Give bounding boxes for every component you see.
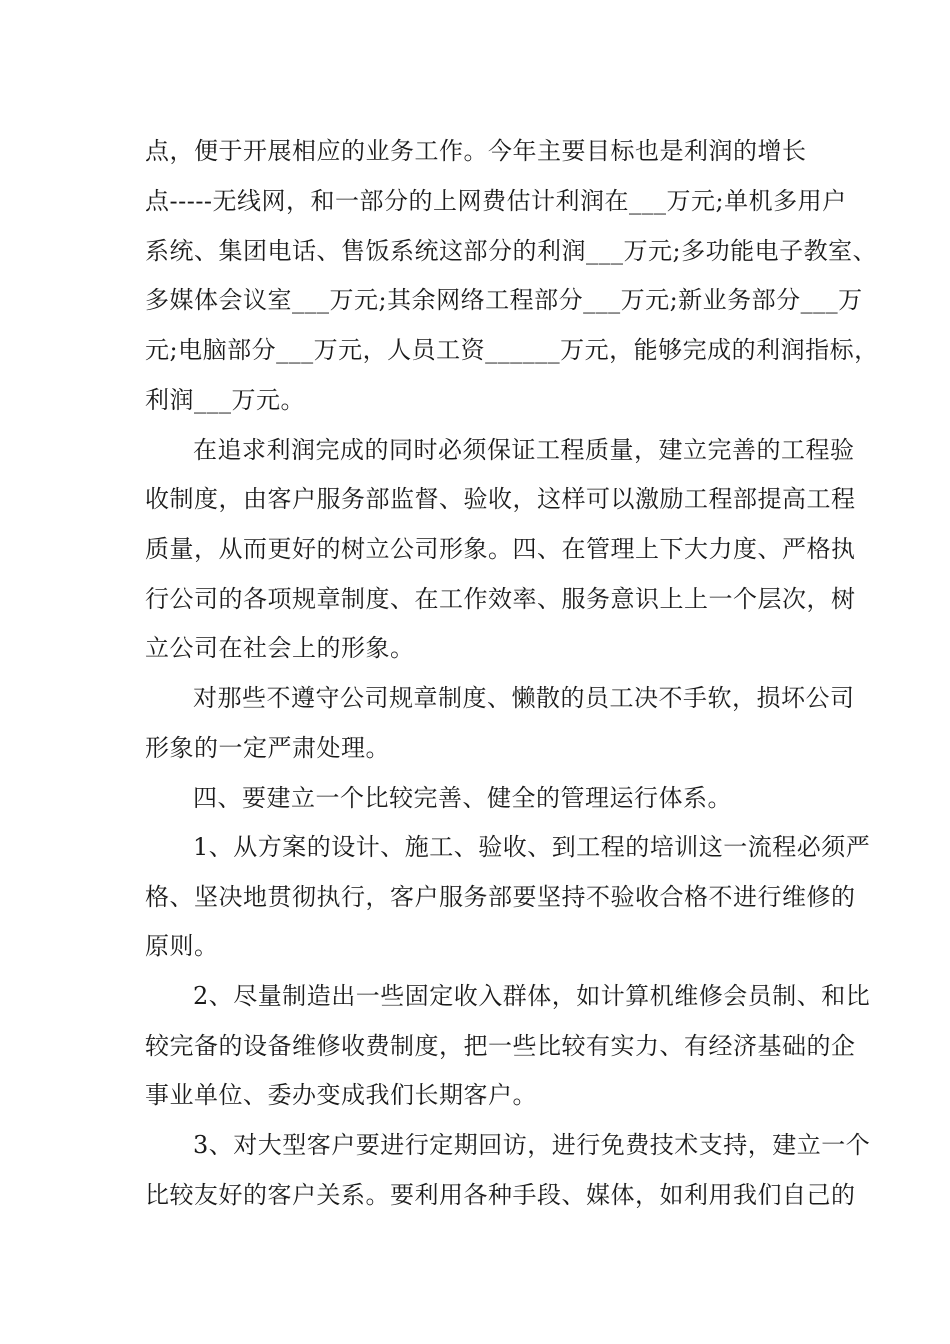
text-line: 原则。: [145, 932, 219, 960]
paragraph-start-line: 1、从方案的设计、施工、验收、到工程的培训这一流程必须严: [193, 833, 871, 861]
text-line: 系统、集团电话、售饭系统这部分的利润___万元;多功能电子教室、: [145, 237, 878, 265]
text-line: 点-----无线网，和一部分的上网费估计利润在___万元;单机多用户: [145, 187, 847, 215]
text-line: 质量，从而更好的树立公司形象。四、在管理上下大力度、严格执: [145, 535, 856, 563]
paragraph-start-line: 2、尽量制造出一些固定收入群体，如计算机维修会员制、和比: [193, 982, 871, 1010]
paragraph-start-line: 在追求利润完成的同时必须保证工程质量，建立完善的工程验: [193, 436, 855, 464]
text-line: 较完备的设备维修收费制度，把一些比较有实力、有经济基础的企: [145, 1032, 856, 1060]
text-line: 元;电脑部分___万元，人员工资______万元，能够完成的利润指标，: [145, 336, 879, 364]
text-line: 形象的一定严肃处理。: [145, 734, 390, 762]
text-line: 事业单位、委办变成我们长期客户。: [145, 1081, 537, 1109]
text-line: 利润___万元。: [145, 386, 305, 414]
text-line: 比较友好的客户关系。要利用各种手段、媒体，如利用我们自己的: [145, 1181, 856, 1209]
text-line: 立公司在社会上的形象。: [145, 634, 415, 662]
paragraph-start-line: 3、对大型客户要进行定期回访，进行免费技术支持，建立一个: [193, 1131, 871, 1159]
text-line: 行公司的各项规章制度、在工作效率、服务意识上上一个层次，树: [145, 585, 856, 613]
paragraph-start-line: 对那些不遵守公司规章制度、懒散的员工决不手软，损坏公司: [193, 684, 855, 712]
section-heading: 四、要建立一个比较完善、健全的管理运行体系。: [193, 784, 732, 812]
text-line: 收制度，由客户服务部监督、验收，这样可以激励工程部提高工程: [145, 485, 856, 513]
text-line: 格、坚决地贯彻执行，客户服务部要坚持不验收合格不进行维修的: [145, 883, 856, 911]
text-line: 多媒体会议室___万元;其余网络工程部分___万元;新业务部分___万: [145, 286, 863, 314]
text-line: 点，便于开展相应的业务工作。今年主要目标也是利润的增长: [145, 137, 807, 165]
